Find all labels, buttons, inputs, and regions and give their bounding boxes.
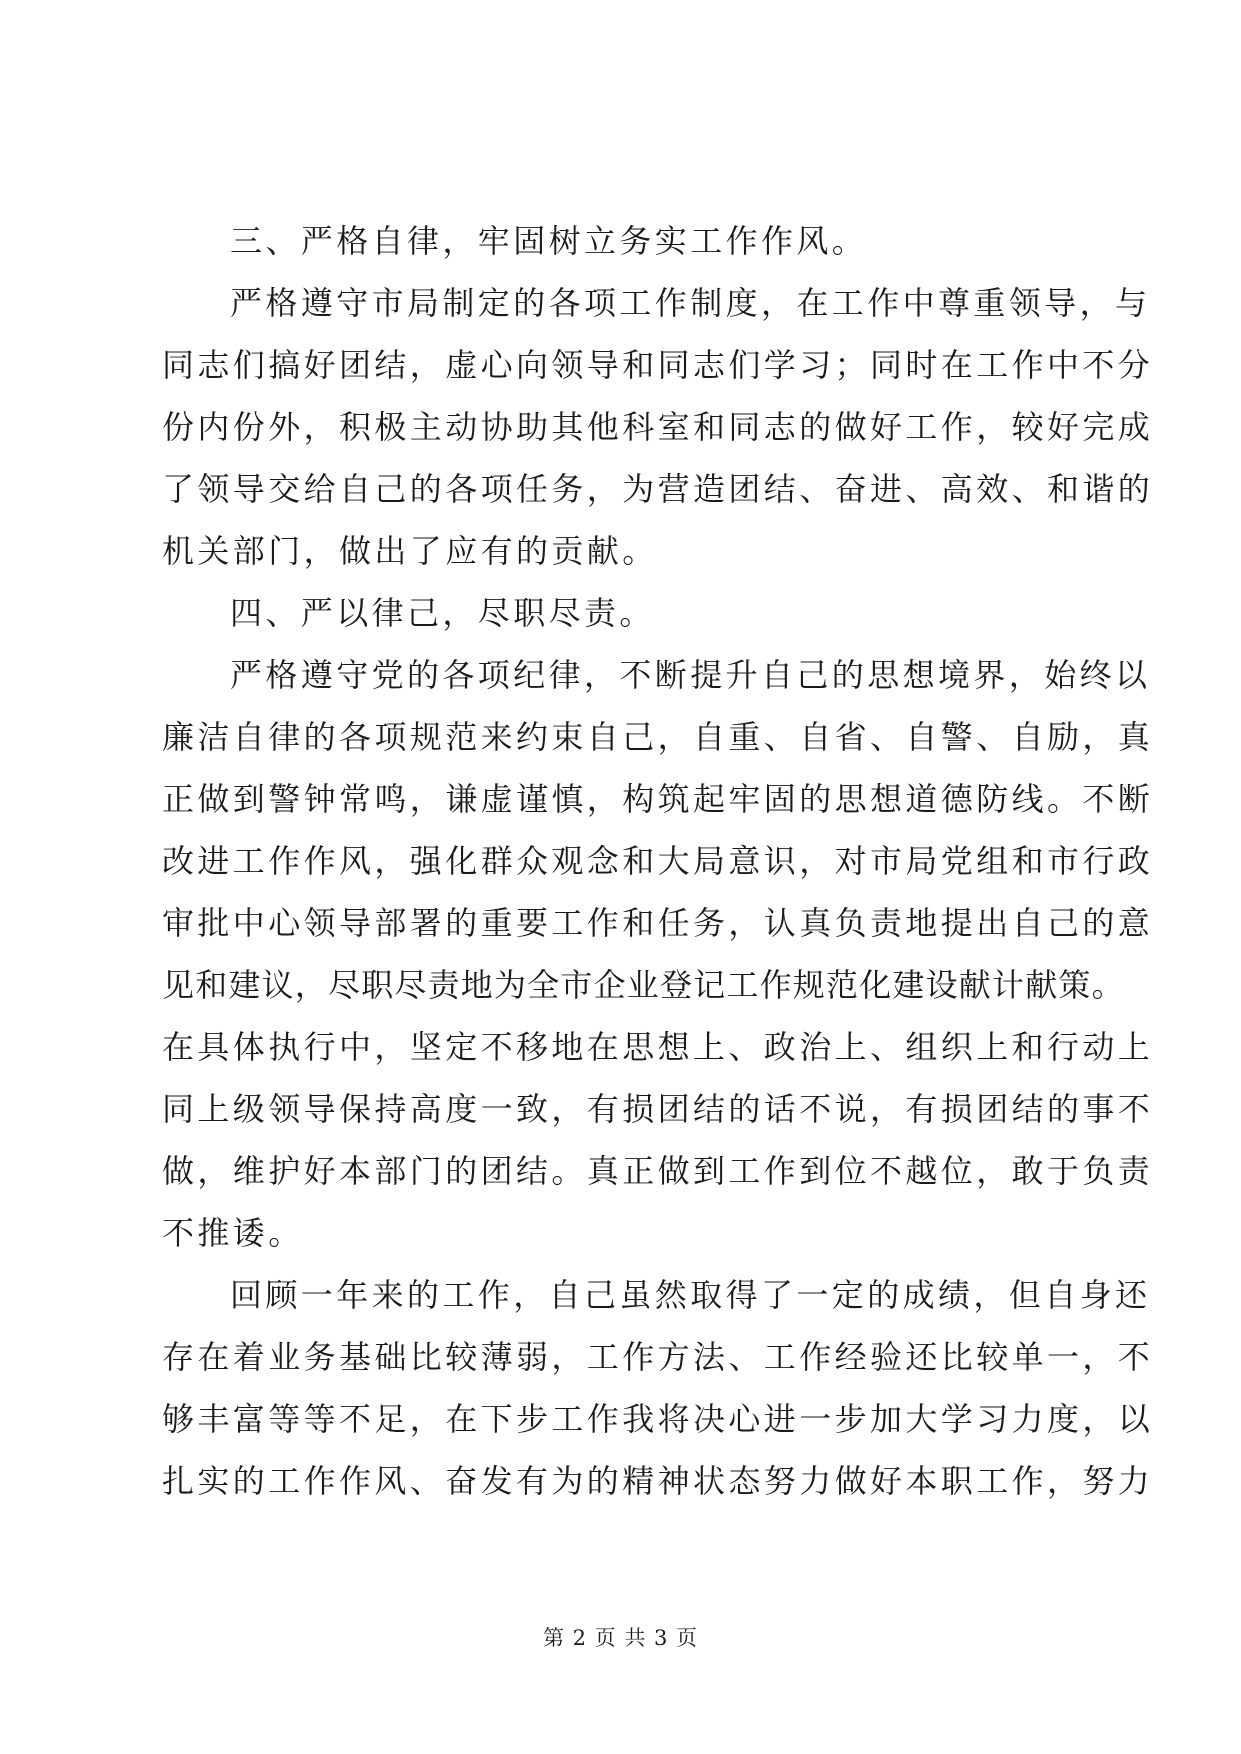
paragraph-line: 份内份外，积极主动协助其他科室和同志的做好工作，较好完成 — [162, 408, 1154, 446]
paragraph-line: 见和建议，尽职尽责地为全市企业登记工作规范化建设献计献策。 — [162, 966, 1125, 1004]
paragraph-line: 严格遵守党的各项纪律，不断提升自己的思想境界，始终以 — [230, 656, 1151, 694]
document-body — [162, 210, 1154, 1512]
section-heading-4: 四、严以律己，尽职尽责。 — [230, 594, 655, 632]
paragraph-line: 够丰富等等不足，在下步工作我将决心进一步加大学习力度，以 — [162, 1400, 1154, 1438]
paragraph-line: 廉洁自律的各项规范来约束自己，自重、自省、自警、自励，真 — [162, 718, 1154, 756]
paragraph-line: 改进工作作风，强化群众观念和大局意识，对市局党组和市行政 — [162, 842, 1154, 880]
page-footer: 第 2 页 共 3 页 — [542, 1626, 699, 1650]
paragraph-line: 扎实的工作作风、奋发有为的精神状态努力做好本职工作，努力 — [162, 1462, 1154, 1500]
paragraph-line: 了领导交给自己的各项任务，为营造团结、奋进、高效、和谐的 — [162, 470, 1154, 508]
paragraph-line: 严格遵守市局制定的各项工作制度，在工作中尊重领导，与 — [230, 284, 1151, 322]
paragraph-line: 不推诿。 — [162, 1214, 304, 1252]
paragraph-line: 同志们搞好团结，虚心向领导和同志们学习；同时在工作中不分 — [162, 346, 1154, 384]
paragraph-line: 正做到警钟常鸣，谦虚谨慎，构筑起牢固的思想道德防线。不断 — [162, 780, 1154, 818]
paragraph-line: 在具体执行中，坚定不移地在思想上、政治上、组织上和行动上 — [162, 1028, 1154, 1066]
paragraph-line: 审批中心领导部署的重要工作和任务，认真负责地提出自己的意 — [162, 904, 1154, 942]
section-heading-3: 三、严格自律，牢固树立务实工作作风。 — [230, 222, 868, 260]
paragraph-line: 回顾一年来的工作，自己虽然取得了一定的成绩，但自身还 — [230, 1276, 1151, 1314]
paragraph-line: 存在着业务基础比较薄弱，工作方法、工作经验还比较单一，不 — [162, 1338, 1154, 1376]
paragraph-line: 机关部门，做出了应有的贡献。 — [162, 532, 658, 570]
paragraph-line: 做，维护好本部门的团结。真正做到工作到位不越位，敢于负责 — [162, 1152, 1154, 1190]
paragraph-line: 同上级领导保持高度一致，有损团结的话不说，有损团结的事不 — [162, 1090, 1154, 1128]
